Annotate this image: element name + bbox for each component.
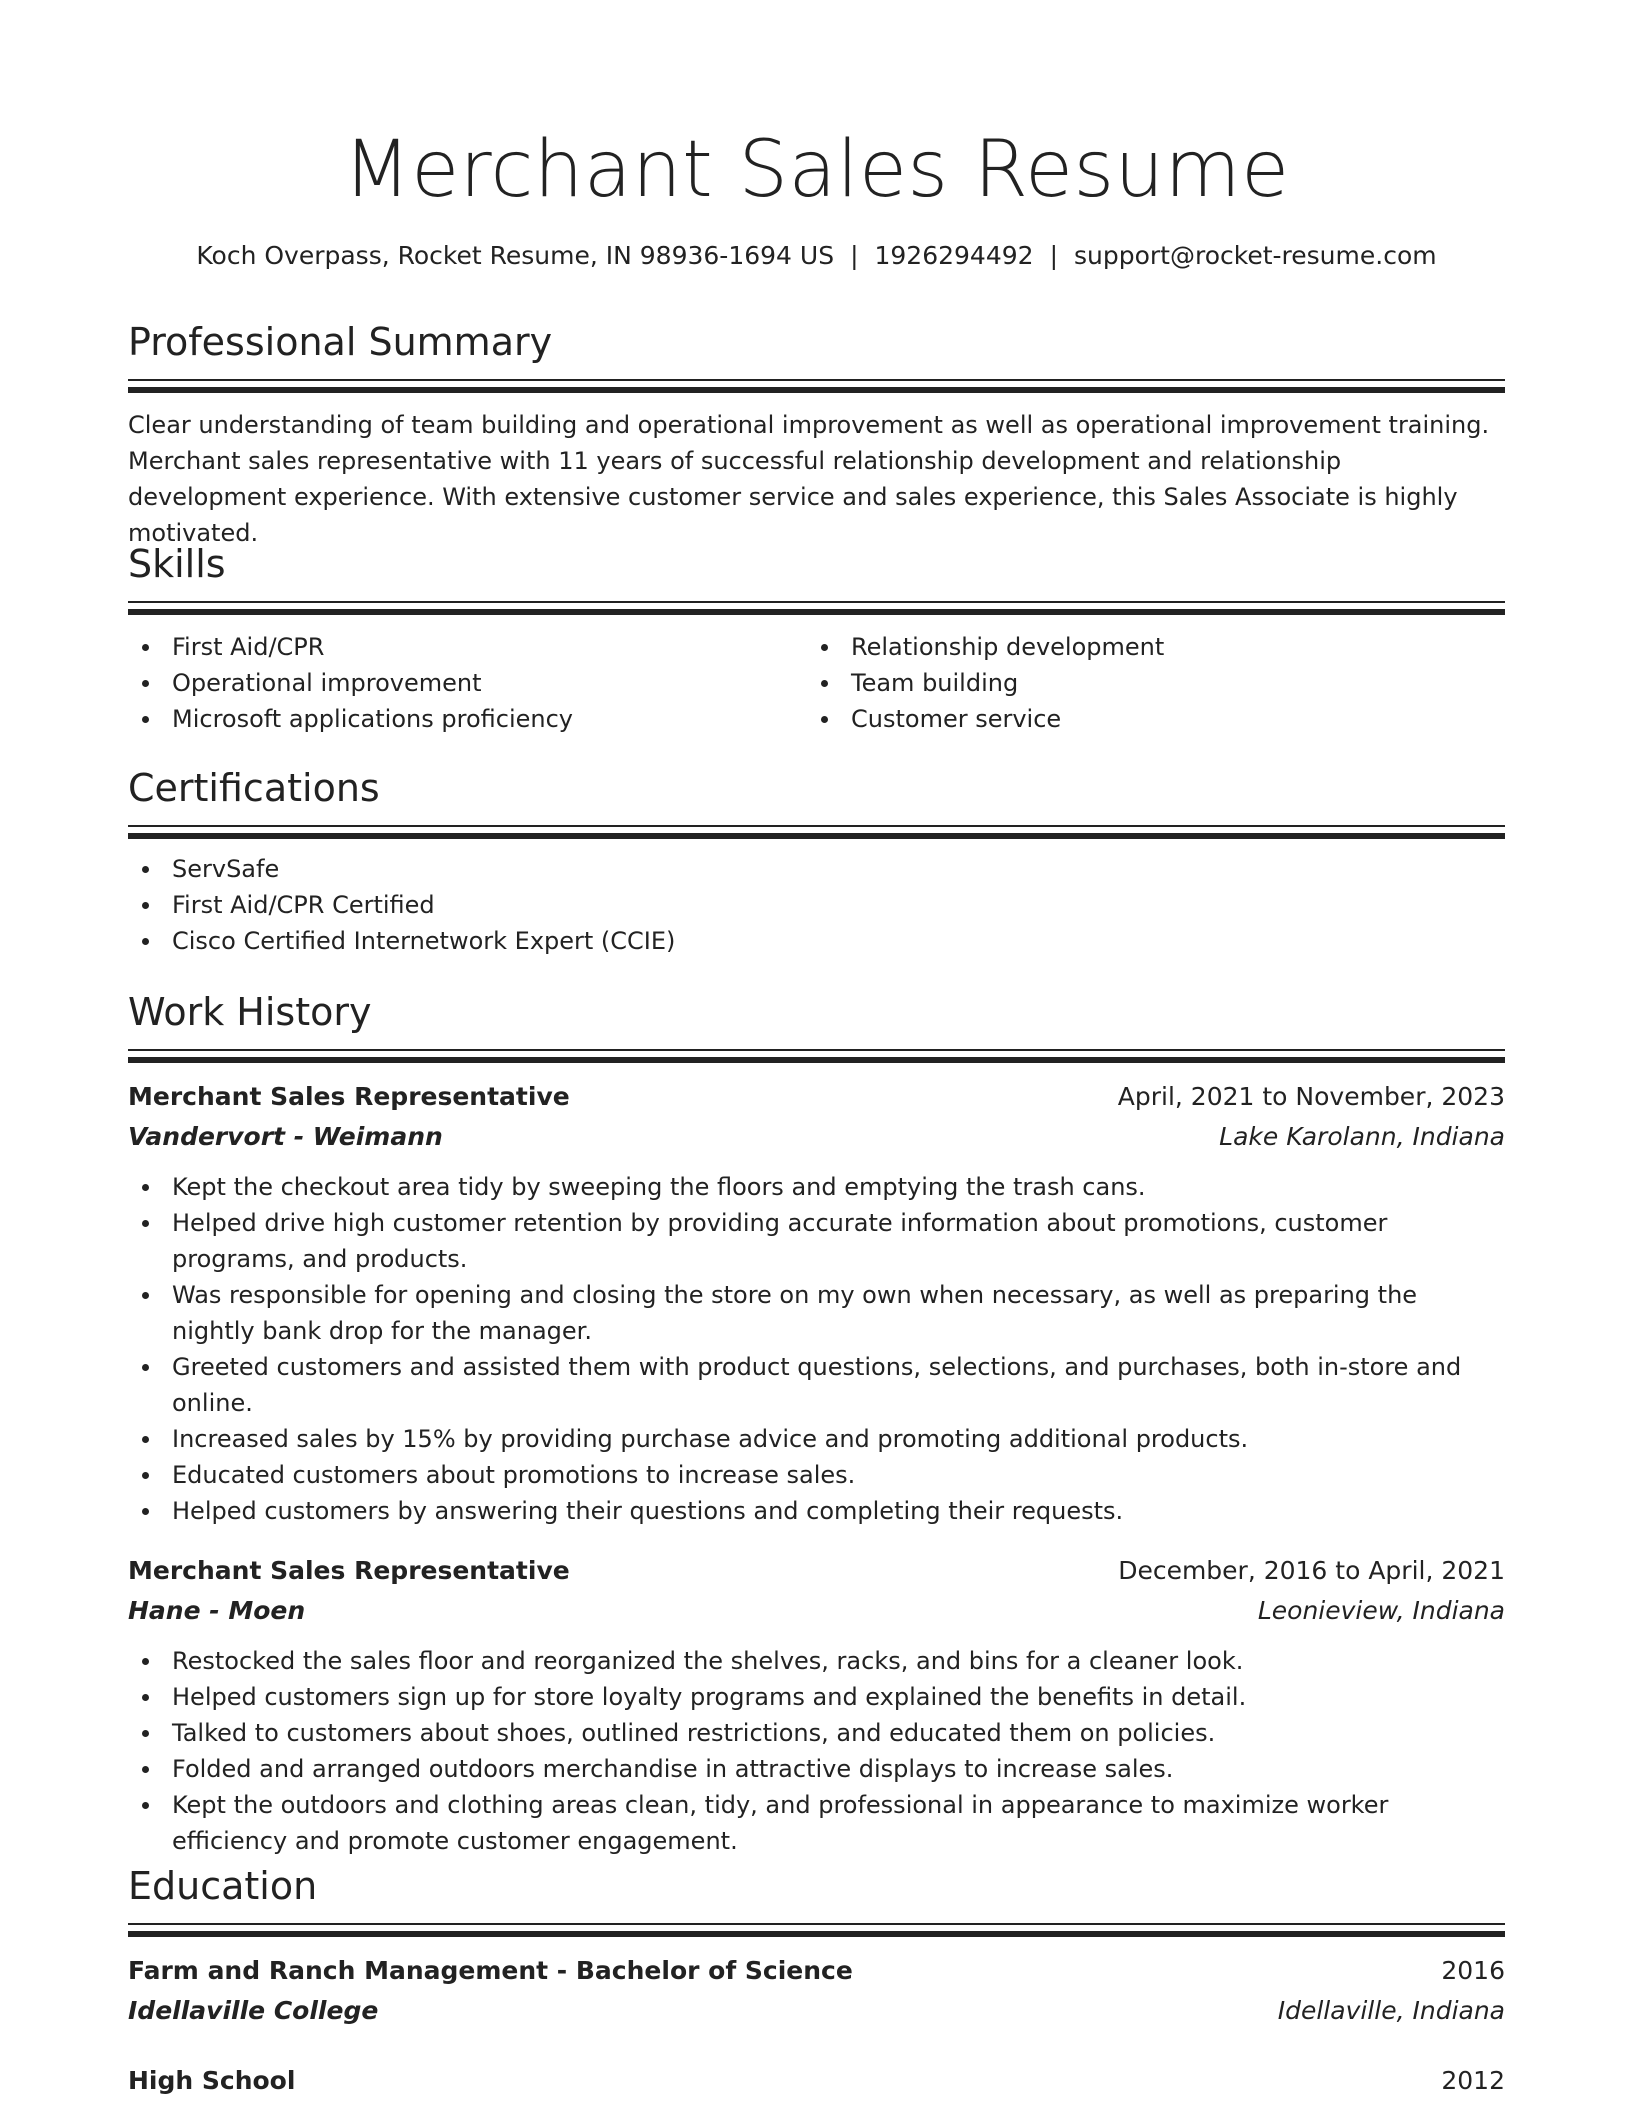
education-year: 2016 bbox=[1441, 1956, 1505, 1985]
work-history-section bbox=[128, 988, 1505, 1859]
contact-line bbox=[128, 238, 1505, 274]
education-entry bbox=[128, 1951, 1505, 2031]
job-company: Hane - Moen bbox=[128, 1596, 306, 1625]
education-location: Idellaville, Indiana bbox=[1277, 1996, 1505, 2025]
job-bullet: Talked to customers about shoes, outlined restrictions, and educated them on policies. bbox=[128, 1715, 1505, 1751]
certification-item: ServSafe bbox=[128, 851, 1505, 887]
skill-item: Operational improvement bbox=[128, 665, 807, 701]
job-bullet: Helped customers sign up for store loyalty programs and explained the benefits in detail. bbox=[128, 1679, 1505, 1715]
job-subheader bbox=[128, 1117, 1505, 1157]
job-bullet: Kept the outdoors and clothing areas clean, tidy, and professional in appearance to maximize worker efficiency and promote customer engagement. bbox=[128, 1787, 1505, 1859]
contact-separator: | bbox=[1049, 241, 1058, 270]
education-year: 2012 bbox=[1441, 2066, 1505, 2095]
job-bullet: Helped customers by answering their questions and completing their requests. bbox=[128, 1493, 1505, 1529]
skill-item: First Aid/CPR bbox=[128, 629, 807, 665]
job-dates: April, 2021 to November, 2023 bbox=[1117, 1082, 1505, 1111]
skills-list-right bbox=[807, 629, 1486, 737]
job-location: Leonieview, Indiana bbox=[1257, 1596, 1505, 1625]
skills-columns bbox=[128, 629, 1505, 737]
skills-section bbox=[128, 540, 1505, 737]
summary-text: Clear understanding of team building and operational improvement as well as operational improvement training. Merchant sales representative with 11 years of successful relationship development and relationship development experience. With extensive customer service and sales experience, this Sales Associate is highly motivated. bbox=[128, 411, 1490, 547]
job-bullet: Increased sales by 15% by providing purchase advice and promoting additional products. bbox=[128, 1421, 1505, 1457]
job-dates: December, 2016 to April, 2021 bbox=[1118, 1556, 1505, 1585]
section-rule-thick bbox=[128, 387, 1505, 393]
education-heading: Education bbox=[128, 1864, 318, 1908]
job-subheader bbox=[128, 1591, 1505, 1631]
skill-item: Team building bbox=[807, 665, 1486, 701]
job-location: Lake Karolann, Indiana bbox=[1219, 1122, 1505, 1151]
job-bullet: Restocked the sales floor and reorganized the shelves, racks, and bins for a cleaner look. bbox=[128, 1643, 1505, 1679]
job-entry bbox=[128, 1077, 1505, 1529]
section-rule-thick bbox=[128, 833, 1505, 839]
skills-list-left bbox=[128, 629, 807, 737]
certifications-list bbox=[128, 851, 1505, 959]
education-school: Idellaville College bbox=[128, 1996, 379, 2025]
contact-phone: 1926294492 bbox=[874, 241, 1034, 270]
job-header bbox=[128, 1077, 1505, 1117]
job-company: Vandervort - Weimann bbox=[128, 1122, 443, 1151]
job-header bbox=[128, 1551, 1505, 1591]
certification-item: Cisco Certified Internetwork Expert (CCIE) bbox=[128, 923, 1505, 959]
education-subheader bbox=[128, 1991, 1505, 2031]
contact-address: Koch Overpass, Rocket Resume, IN 98936-1694 US bbox=[196, 241, 835, 270]
summary-section bbox=[128, 318, 1505, 551]
job-bullet: Educated customers about promotions to increase sales. bbox=[128, 1457, 1505, 1493]
job-bullet: Folded and arranged outdoors merchandise in attractive displays to increase sales. bbox=[128, 1751, 1505, 1787]
job-entry bbox=[128, 1551, 1505, 1859]
certification-item: First Aid/CPR Certified bbox=[128, 887, 1505, 923]
job-title: Merchant Sales Representative bbox=[128, 1556, 570, 1585]
section-rule bbox=[128, 1923, 1505, 1925]
job-bullet: Kept the checkout area tidy by sweeping the floors and emptying the trash cans. bbox=[128, 1169, 1505, 1205]
section-rule-thick bbox=[128, 1931, 1505, 1937]
section-rule-thick bbox=[128, 609, 1505, 615]
education-entry bbox=[128, 2061, 1505, 2101]
skills-heading: Skills bbox=[128, 542, 226, 586]
job-bullets bbox=[128, 1643, 1505, 1859]
job-bullet: Greeted customers and assisted them with product questions, selections, and purchases, both in-store and online. bbox=[128, 1349, 1505, 1421]
work-history-heading: Work History bbox=[128, 990, 372, 1034]
job-bullet: Was responsible for opening and closing the store on my own when necessary, as well as preparing the nightly bank drop for the manager. bbox=[128, 1277, 1505, 1349]
certifications-heading: Certifications bbox=[128, 766, 380, 810]
contact-email[interactable]: support@rocket-resume.com bbox=[1074, 241, 1437, 270]
section-rule bbox=[128, 379, 1505, 381]
section-rule-thick bbox=[128, 1057, 1505, 1063]
education-header bbox=[128, 2061, 1505, 2101]
section-rule bbox=[128, 601, 1505, 603]
contact-separator: | bbox=[850, 241, 859, 270]
skill-item: Customer service bbox=[807, 701, 1486, 737]
job-title: Merchant Sales Representative bbox=[128, 1082, 570, 1111]
certifications-section bbox=[128, 764, 1505, 959]
resume-title: Merchant Sales Resume bbox=[343, 125, 1290, 215]
job-bullet: Helped drive high customer retention by providing accurate information about promotions, customer programs, and products. bbox=[128, 1205, 1505, 1277]
summary-heading: Professional Summary bbox=[128, 320, 553, 364]
education-degree: Farm and Ranch Management - Bachelor of Science bbox=[128, 1956, 853, 1985]
education-header bbox=[128, 1951, 1505, 1991]
education-section bbox=[128, 1862, 1505, 2101]
section-rule bbox=[128, 825, 1505, 827]
education-degree: High School bbox=[128, 2066, 296, 2095]
job-bullets bbox=[128, 1169, 1505, 1529]
section-rule bbox=[128, 1049, 1505, 1051]
skill-item: Microsoft applications proficiency bbox=[128, 701, 807, 737]
skill-item: Relationship development bbox=[807, 629, 1486, 665]
